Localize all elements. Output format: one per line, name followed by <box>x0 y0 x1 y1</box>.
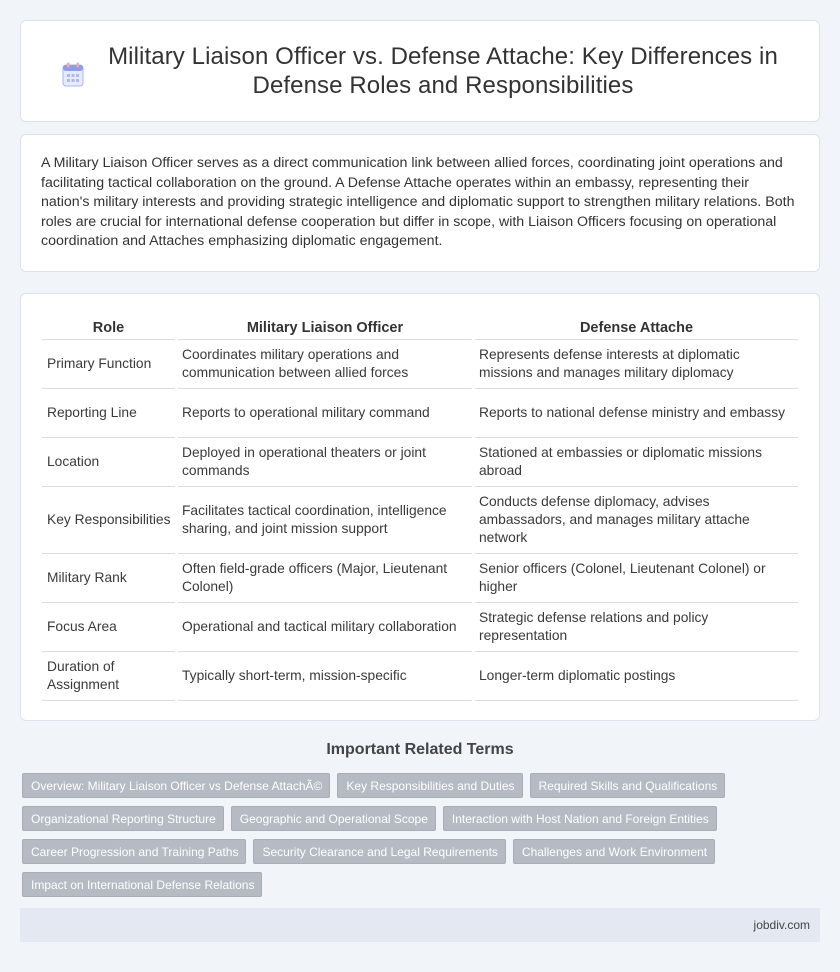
related-term-tag[interactable]: Geographic and Operational Scope <box>231 806 436 831</box>
table-row <box>42 652 798 701</box>
table-row <box>42 340 798 389</box>
related-term-tag[interactable]: Interaction with Host Nation and Foreign Entities <box>443 806 717 831</box>
row-label: Reporting Line <box>42 389 175 438</box>
defense-attache-cell: Longer-term diplomatic postings <box>475 652 798 701</box>
related-terms-list <box>22 773 822 905</box>
footer-site-link[interactable]: jobdiv.com <box>753 918 810 932</box>
comparison-table <box>39 312 801 701</box>
related-term-tag[interactable]: Key Responsibilities and Duties <box>337 773 522 798</box>
document-icon <box>60 62 86 88</box>
table-row <box>42 487 798 554</box>
table-row <box>42 554 798 603</box>
row-label: Location <box>42 438 175 487</box>
table-row <box>42 603 798 652</box>
row-label: Key Responsibilities <box>42 487 175 554</box>
intro-card <box>20 134 820 272</box>
column-header-liaison-officer: Military Liaison Officer <box>178 312 472 340</box>
footer <box>20 908 820 942</box>
related-term-tag[interactable]: Impact on International Defense Relations <box>22 872 262 897</box>
page-title: Military Liaison Officer vs. Defense Attache: Key Differences in Defense Roles and Responsibilities <box>108 43 778 99</box>
liaison-officer-cell: Deployed in operational theaters or joint commands <box>178 438 472 487</box>
row-label: Primary Function <box>42 340 175 389</box>
table-header-row <box>42 312 798 340</box>
defense-attache-cell: Reports to national defense ministry and embassy <box>475 389 798 438</box>
liaison-officer-cell: Reports to operational military command <box>178 389 472 438</box>
row-label: Military Rank <box>42 554 175 603</box>
related-term-tag[interactable]: Organizational Reporting Structure <box>22 806 224 831</box>
liaison-officer-cell: Often field-grade officers (Major, Lieutenant Colonel) <box>178 554 472 603</box>
column-header-role: Role <box>42 312 175 340</box>
liaison-officer-cell: Coordinates military operations and communication between allied forces <box>178 340 472 389</box>
related-term-tag[interactable]: Challenges and Work Environment <box>513 839 715 864</box>
intro-paragraph: A Military Liaison Officer serves as a direct communication link between allied forces, coordinating joint operations and facilitating tactical collaboration on the ground. A Defense Attache operates within an embassy, representing their nation's military interests and providing strategic intelligence and diplomatic support to strengthen military relations. Both roles are crucial for international defense cooperation but differ in scope, with Liaison Officers focusing on operational coordination and Attaches emphasizing diplomatic engagement. <box>41 155 795 249</box>
table-row <box>42 389 798 438</box>
column-header-defense-attache: Defense Attache <box>475 312 798 340</box>
related-term-tag[interactable]: Career Progression and Training Paths <box>22 839 246 864</box>
liaison-officer-cell: Facilitates tactical coordination, intelligence sharing, and joint mission support <box>178 487 472 554</box>
defense-attache-cell: Strategic defense relations and policy representation <box>475 603 798 652</box>
defense-attache-cell: Conducts defense diplomacy, advises ambassadors, and manages military attache network <box>475 487 798 554</box>
defense-attache-cell: Senior officers (Colonel, Lieutenant Colonel) or higher <box>475 554 798 603</box>
related-term-tag[interactable]: Overview: Military Liaison Officer vs Defense AttachÃ© <box>22 773 330 798</box>
row-label: Focus Area <box>42 603 175 652</box>
table-row <box>42 438 798 487</box>
liaison-officer-cell: Typically short-term, mission-specific <box>178 652 472 701</box>
related-terms-heading: Important Related Terms <box>326 741 514 758</box>
defense-attache-cell: Represents defense interests at diplomatic missions and manages military diplomacy <box>475 340 798 389</box>
row-label: Duration of Assignment <box>42 652 175 701</box>
related-term-tag[interactable]: Required Skills and Qualifications <box>530 773 726 798</box>
title-card <box>20 20 820 122</box>
comparison-card <box>20 293 820 721</box>
related-term-tag[interactable]: Security Clearance and Legal Requirements <box>253 839 505 864</box>
liaison-officer-cell: Operational and tactical military collaboration <box>178 603 472 652</box>
defense-attache-cell: Stationed at embassies or diplomatic missions abroad <box>475 438 798 487</box>
